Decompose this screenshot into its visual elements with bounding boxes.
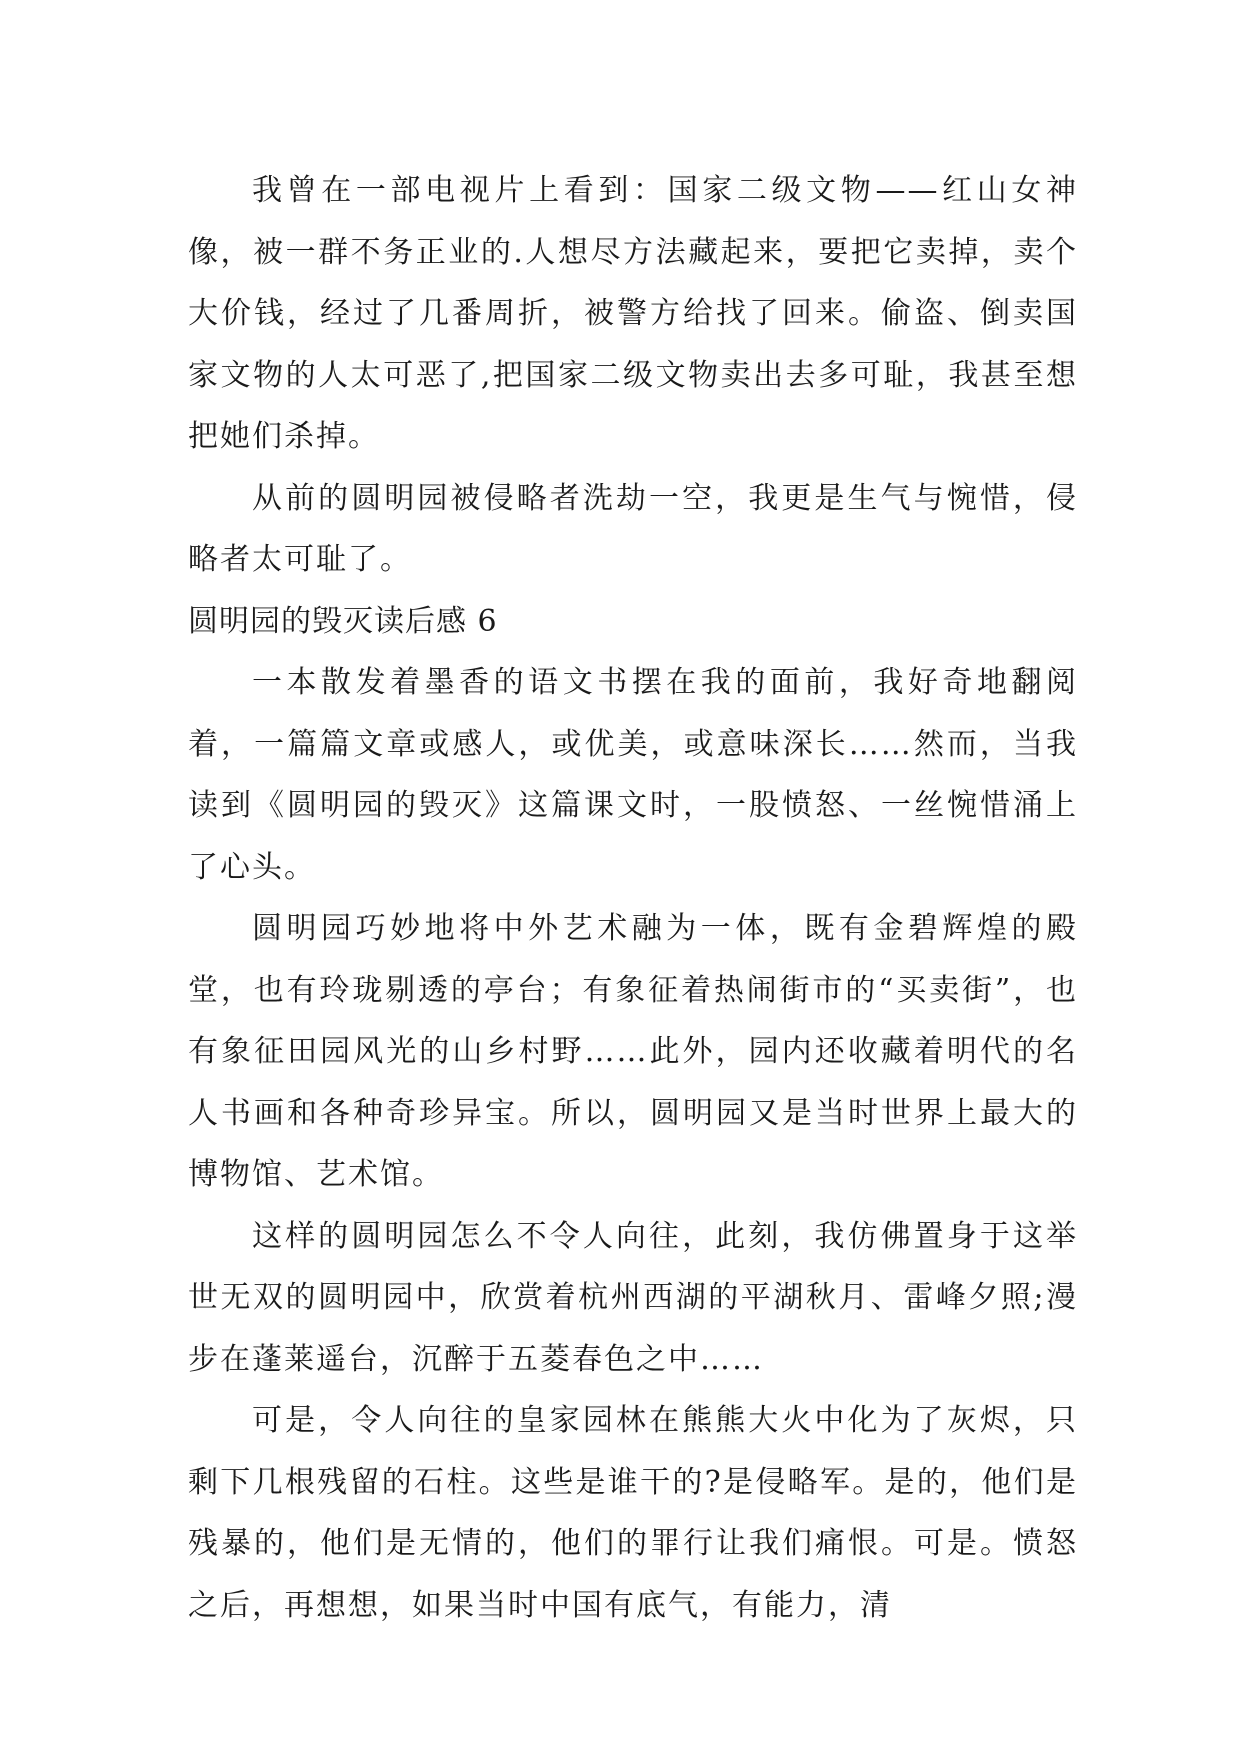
paragraph-textbook: 一本散发着墨香的语文书摆在我的面前，我好奇地翻阅着，一篇篇文章或感人，或优美，或意味深长……然而，当我读到《圆明园的毁灭》这篇课文时，一股愤怒、一丝惋惜涌上了心头。 [188,665,1078,885]
section-heading: 圆明园的毁灭读后感 6 [188,603,498,639]
paragraph-relic-theft: 我曾在一部电视片上看到：国家二级文物——红山女神像，被一群不务正业的.人想尽方法藏起来，要把它卖掉，卖个大价钱，经过了几番周折，被警方给找了回来。偷盗、倒卖国家文物的人太可恶了,把国家二级文物卖出去多可耻，我甚至想把她们杀掉。 [188,173,1078,454]
paragraph-imagination: 这样的圆明园怎么不令人向往，此刻，我仿佛置身于这举世无双的圆明园中，欣赏着杭州西湖的平湖秋月、雷峰夕照;漫步在蓬莱遥台，沉醉于五菱春色之中…… [188,1218,1078,1377]
paragraph-yuanmingyuan-looted: 从前的圆明园被侵略者洗劫一空，我更是生气与惋惜，侵略者太可耻了。 [188,480,1078,577]
document-body [188,160,1078,1636]
paragraph-garden-description: 圆明园巧妙地将中外艺术融为一体，既有金碧辉煌的殿堂，也有玲珑剔透的亭台；有象征着热闹街市的“买卖街”，也有象征田园风光的山乡村野……此外，园内还收藏着明代的名人书画和各种奇珍异宝。所以，圆明园又是当时世界上最大的博物馆、艺术馆。 [188,911,1078,1192]
paragraph-destruction: 可是，令人向往的皇家园林在熊熊大火中化为了灰烬，只剩下几根残留的石柱。这些是谁干的?是侵略军。是的，他们是残暴的，他们是无情的，他们的罪行让我们痛恨。可是。愤怒之后，再想想，如果当时中国有底气，有能力，清 [188,1403,1078,1623]
